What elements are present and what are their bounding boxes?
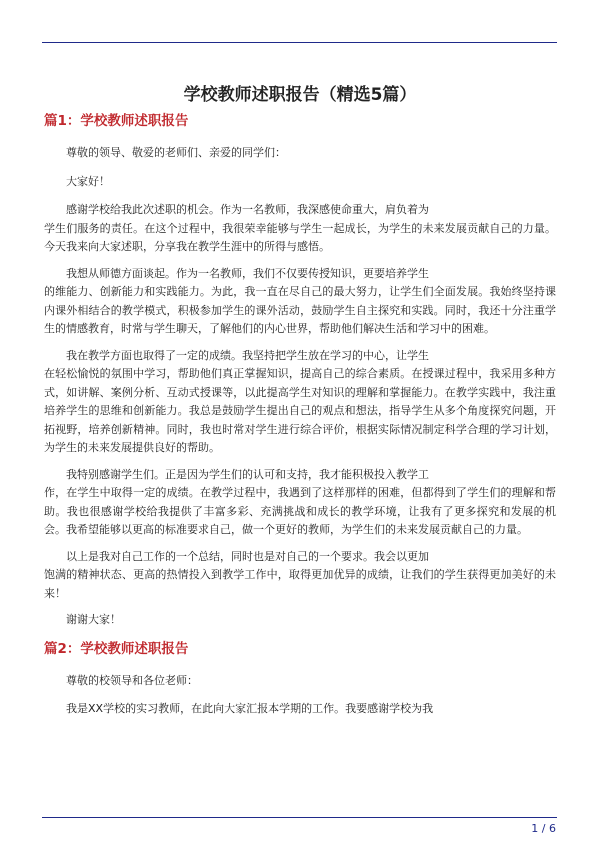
document-title: 学校教师述职报告（精选5篇）	[183, 85, 417, 105]
section-heading-1: 篇1：学校教师述职报告	[44, 113, 189, 129]
body-paragraph: 我特别感谢学生们。正是因为学生们的认可和支持，我才能积极投入教学工 作，在学生中取得一定的成绩。在教学过程中，我遇到了这样那样的困难，但都得到了学生们的理解和帮助。我也很感谢学校给我提供了丰富多彩、充满挑战和成长的教学环境，让我有了更多探究和发展的机会。我希望能够以更高的标准要求自己，做一个更好的教师，为学生们的未来发展贡献自己的力量。	[44, 467, 556, 536]
body-paragraph: 我在教学方面也取得了一定的成绩。我坚持把学生放在学习的中心，让学生 在轻松愉悦的氛围中学习，帮助他们真正掌握知识，提高自己的综合素质。在授课过程中，我采用多种方式，如讲解、案例分析、互动式授课等，以此提高学生对知识的理解和掌握能力。在教学实践中，我注重培养学生的思维和创新能力。我总是鼓励学生提出自己的观点和想法，指导学生从多个角度探究问题，开拓视野，培养创新精神。同时，我也时常对学生进行综合评价，根据实际情况制定科学合理的学习计划，为学生的未来发展提供良好的帮助。	[44, 348, 556, 454]
section-heading-2: 篇2：学校教师述职报告	[44, 640, 189, 657]
greeting: 大家好！	[66, 174, 110, 188]
document-body	[44, 112, 556, 727]
page-indicator: 1 / 6	[531, 822, 556, 835]
body-paragraph: 我是XX学校的实习教师，在此向大家汇报本学期的工作。我要感谢学校为我	[66, 702, 434, 715]
top-rule	[42, 42, 557, 43]
body-paragraph: 以上是我对自己工作的一个总结，同时也是对自己的一个要求。我会以更加 饱满的精神状态、更高的热情投入到教学工作中，取得更加优异的成绩，让我们的学生获得更加美好的未来！	[44, 549, 556, 600]
body-paragraph: 感谢学校给我此次述职的机会。作为一名教师，我深感使命重大，肩负着为 学生们服务的责任。在这个过程中，我很荣幸能够与学生一起成长，为学生的未来发展贡献自己的力量。今天我来向大家述职，分享我在教学生涯中的所得与感悟。	[44, 203, 556, 253]
body-paragraph: 我想从师德方面谈起。作为一名教师，我们不仅要传授知识，更要培养学生 的维能力、创新能力和实践能力。为此，我一直在尽自己的最大努力，让学生们全面发展。我始终坚持课内课外相结合的教学模式，积极参加学生的课外活动，鼓励学生自主探究和实践。同时，我还十分注重学生的情感教育，时常与学生聊天，了解他们的内心世界，帮助他们解决生活和学习中的困难。	[44, 266, 556, 335]
salutation: 尊敬的领导、敬爱的老师们、亲爱的同学们：	[66, 146, 286, 159]
closing-thanks: 谢谢大家！	[66, 613, 121, 626]
salutation: 尊敬的校领导和各位老师：	[66, 673, 198, 687]
bottom-rule	[42, 817, 557, 818]
